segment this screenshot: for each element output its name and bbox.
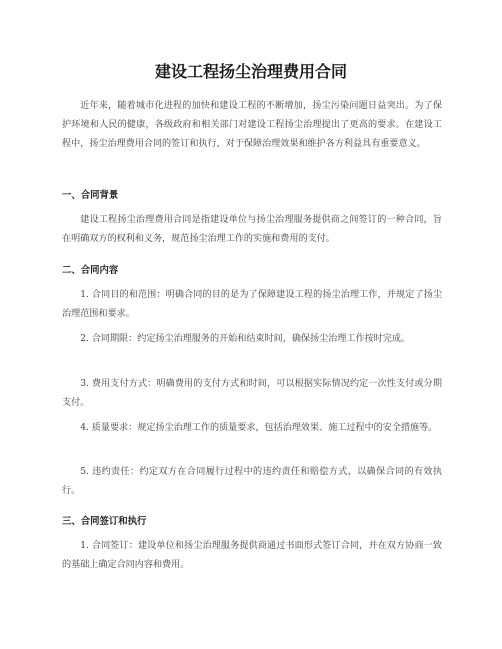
section-heading-signing: 三、合同签订和执行 <box>62 516 147 527</box>
section-heading-background: 一、合同背景 <box>62 190 119 201</box>
content-item-5: 5. 违约责任：约定双方在合同履行过程中的违约责任和赔偿方式，以确保合同的有效执行。 <box>62 467 442 496</box>
background-paragraph: 建设工程扬尘治理费用合同是指建设单位与扬尘治理服务提供商之间签订的一种合同，旨在明确双方的权利和义务，规范扬尘治理工作的实施和费用的支付。 <box>62 215 442 244</box>
content-item-1: 1. 合同目的和范围：明确合同的目的是为了保障建设工程的扬尘治理工作，并规定了扬尘治理范围和要求。 <box>62 290 442 319</box>
content-item-2: 2. 合同期限：约定扬尘治理服务的开始和结束时间，确保扬尘治理工作按时完成。 <box>80 334 411 344</box>
content-item-4: 4. 质量要求：规定扬尘治理工作的质量要求，包括治理效果、施工过程中的安全措施等。 <box>80 423 438 433</box>
content-item-3: 3. 费用支付方式：明确费用的支付方式和时间，可以根据实际情况约定一次性支付或分期支付。 <box>62 379 442 408</box>
intro-paragraph: 近年来，随着城市化进程的加快和建设工程的不断增加，扬尘污染问题日益突出。为了保护环境和人民的健康，各级政府和相关部门对建设工程扬尘治理提出了更高的要求。在建设工程中，扬尘治理费用合同的签订和执行，对于保障治理效果和维护各方利益具有重要意义。 <box>62 101 442 149</box>
document-title: 建设工程扬尘治理费用合同 <box>154 62 347 81</box>
signing-item-1: 1. 合同签订：建设单位和扬尘治理服务提供商通过书面形式签订合同，并在双方协商一致的基础上确定合同内容和费用。 <box>62 541 442 570</box>
section-heading-content: 二、合同内容 <box>62 265 119 276</box>
